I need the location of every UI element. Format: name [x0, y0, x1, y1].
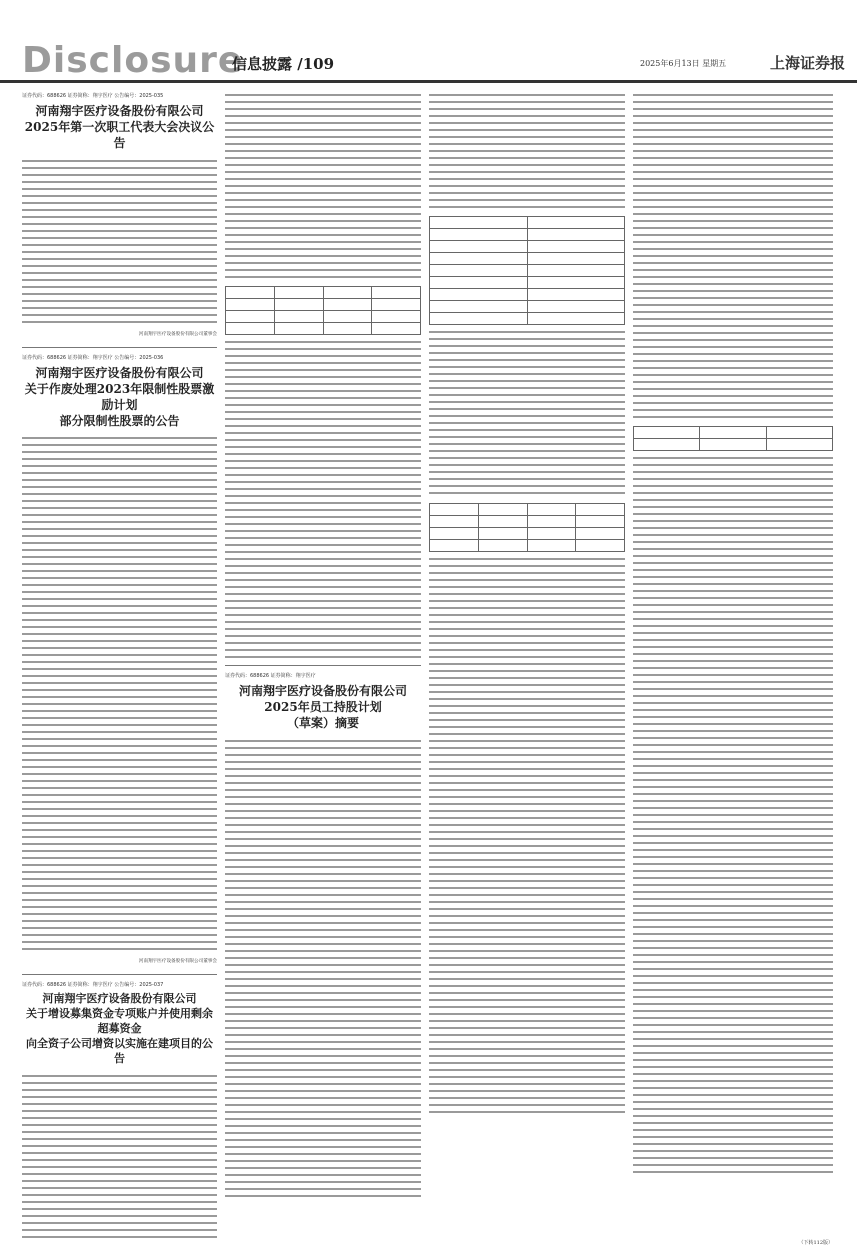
article-4 — [225, 672, 421, 1198]
article-body — [633, 92, 833, 422]
issue-date: 2025年6月13日 星期五 — [640, 59, 727, 68]
article-3 — [22, 981, 217, 1242]
data-table — [429, 503, 625, 552]
article-code: 证券代码：688626 证券简称：翔宇医疗 公告编号：2025-037 — [22, 982, 164, 989]
article-body — [429, 556, 625, 1116]
article-body — [22, 158, 217, 328]
article-signature: 河南翔宇医疗设备股份有限公司董事会 — [138, 331, 217, 337]
article-body — [225, 339, 421, 659]
article-body — [429, 329, 625, 499]
article-body — [22, 435, 217, 955]
article-1 — [22, 92, 217, 337]
page-header — [0, 0, 857, 83]
article-code: 证券代码：688626 证券简称：翔宇医疗 — [225, 673, 316, 679]
article-title: 河南翔宇医疗设备股份有限公司 关于作废处理2023年限制性股票激励计划 部分限制性股票的公告 — [24, 365, 215, 429]
article-title: 河南翔宇医疗设备股份有限公司 2025年员工持股计划 （草案）摘要 — [238, 684, 407, 731]
divider — [225, 665, 421, 666]
article-title: 河南翔宇医疗设备股份有限公司 关于增设募集资金专项账户并使用剩余超募资金 向全资子公司增资以实施在建项目的公告 — [26, 992, 213, 1065]
article-signature: 河南翔宇医疗设备股份有限公司董事会 — [138, 959, 217, 965]
article-body — [225, 92, 421, 282]
article-code: 证券代码：688626 证券简称：翔宇医疗 公告编号：2025-036 — [22, 354, 164, 361]
article-body — [22, 1073, 217, 1242]
continuation-note: （下转112版） — [798, 1240, 833, 1246]
data-table — [429, 216, 625, 325]
column-4 — [633, 92, 833, 1242]
column-2 — [225, 92, 421, 1242]
masthead: Disclosure — [22, 40, 244, 81]
newspaper-logo: 上海证券报 — [770, 54, 846, 72]
section-title: 信息披露 /109 — [232, 55, 335, 73]
data-table — [633, 426, 833, 451]
divider — [22, 347, 217, 348]
article-title: 河南翔宇医疗设备股份有限公司 2025年第一次职工代表大会决议公告 — [24, 104, 215, 151]
column-1 — [22, 92, 217, 1242]
article-2 — [22, 354, 217, 965]
divider — [22, 974, 217, 975]
article-body — [225, 738, 421, 1198]
data-table — [225, 286, 421, 335]
article-body — [633, 455, 833, 1175]
column-3 — [429, 92, 625, 1242]
article-code: 证券代码：688626 证券简称：翔宇医疗 公告编号：2025-035 — [22, 93, 164, 99]
article-body — [429, 92, 625, 212]
